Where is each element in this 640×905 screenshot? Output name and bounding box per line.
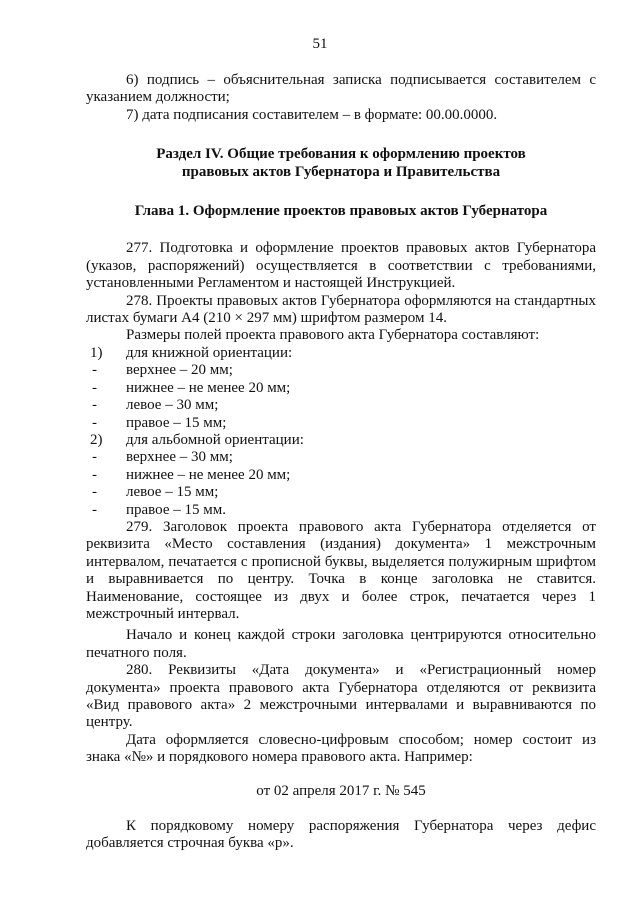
page-number: 51 xyxy=(312,36,328,52)
dash-marker: - xyxy=(92,362,97,379)
list-number: 2) xyxy=(90,431,103,448)
list-item xyxy=(86,362,596,379)
paragraph-signature: 6) подпись – объяснительная записка подписывается составителем с указанием должности; xyxy=(86,72,596,106)
landscape-list-header xyxy=(86,432,596,449)
dash-marker: - xyxy=(92,466,97,483)
section-heading xyxy=(86,146,596,181)
paragraph-278: 278. Проекты правовых актов Губернатора оформляются на стандартных листах бумаги А4 (210 × 297 мм) шрифтом размером 14. xyxy=(86,292,596,327)
list-label: для альбомной ориентации: xyxy=(126,431,304,448)
list-number: 1) xyxy=(90,344,103,361)
list-item-text: нижнее – не менее 20 мм; xyxy=(126,466,291,483)
list-item-text: верхнее – 30 мм; xyxy=(126,449,233,466)
paragraph-279: 279. Заголовок проекта правового акта Губернатора отделяется от реквизита «Место составления (издания) документа» 1 межстрочным интервалом, печатается с прописной буквы, выделяется полужирным шрифтом и выравнивается по центру. Точка в конце заголовка не ставится. Наименование, состоящее из двух и более строк, печатается через 1 межстрочный интервал. xyxy=(86,518,596,622)
list-item-text: верхнее – 20 мм; xyxy=(126,362,233,379)
chapter-heading: Глава 1. Оформление проектов правовых актов Губернатора xyxy=(134,203,548,220)
document-body xyxy=(86,72,596,853)
paragraph-suffix-rule: К порядковому номеру распоряжения Губернатора через дефис добавляется строчная буква «р». xyxy=(86,818,596,852)
list-item xyxy=(86,415,596,432)
section-heading-line: правовых актов Губернатора и Правительства xyxy=(181,163,501,180)
paragraph-signing-date: 7) дата подписания составителем – в формате: 00.00.0000. xyxy=(126,106,498,123)
list-item xyxy=(86,484,596,501)
dash-marker: - xyxy=(92,379,97,396)
dash-marker: - xyxy=(92,484,97,501)
dash-marker: - xyxy=(92,449,97,466)
list-item xyxy=(86,380,596,397)
list-item xyxy=(86,397,596,414)
paragraph-279-continued: Начало и конец каждой строки заголовка центрируются относительно печатного поля. xyxy=(86,627,596,661)
list-item-text: нижнее – не менее 20 мм; xyxy=(126,379,291,396)
paragraph-280: 280. Реквизиты «Дата документа» и «Регистрационный номер документа» проекта правового акта Губернатора отделяются от реквизита «Вид правового акта» 2 межстрочными интервалами и выравниваются по центру. xyxy=(86,662,596,731)
paragraph-277: 277. Подготовка и оформление проектов правовых актов Губернатора (указов, распоряжений) осуществляется в соответствии с требованиями, установленными Регламентом и настоящей Инструкцией. xyxy=(86,240,596,292)
list-item-text: правое – 15 мм; xyxy=(126,414,227,431)
date-number-example: от 02 апреля 2017 г. № 545 xyxy=(256,782,426,799)
list-item xyxy=(86,449,596,466)
paragraph-280-continued: Дата оформляется словесно-цифровым способом; номер состоит из знака «№» и порядкового номера правового акта. Например: xyxy=(86,731,596,766)
margins-intro: Размеры полей проекта правового акта Губернатора составляют: xyxy=(126,327,540,344)
list-item-text: левое – 30 мм; xyxy=(126,397,219,414)
list-item xyxy=(86,502,596,519)
list-item-text: левое – 15 мм; xyxy=(126,484,219,501)
list-label: для книжной ориентации: xyxy=(126,344,293,361)
dash-marker: - xyxy=(92,414,97,431)
list-item-text: правое – 15 мм. xyxy=(126,501,226,518)
section-heading-line: Раздел IV. Общие требования к оформлению проектов xyxy=(156,146,526,163)
dash-marker: - xyxy=(92,397,97,414)
dash-marker: - xyxy=(92,501,97,518)
portrait-list-header xyxy=(86,345,596,362)
list-item xyxy=(86,467,596,484)
